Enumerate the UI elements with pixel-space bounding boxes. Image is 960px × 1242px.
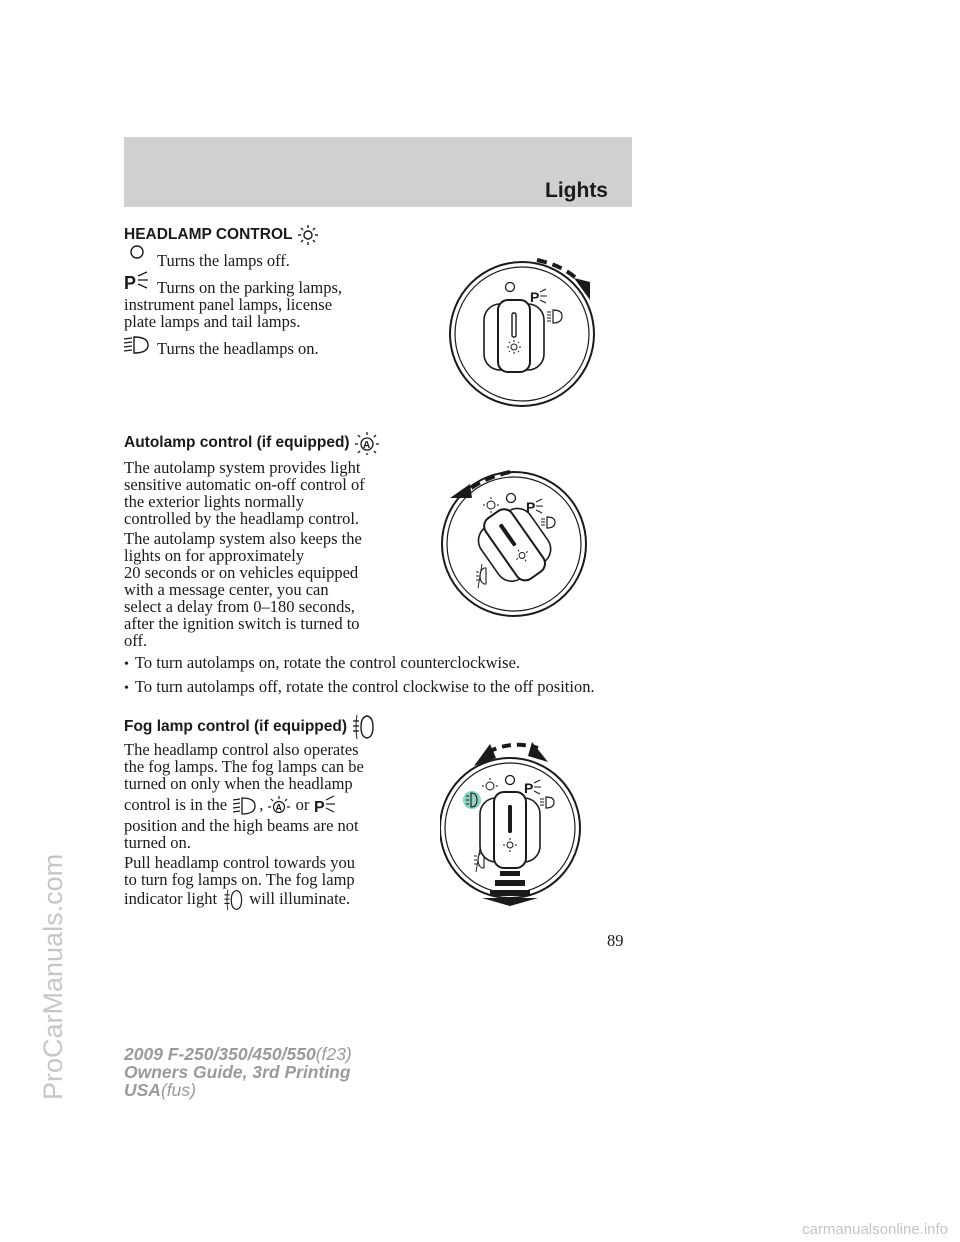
- knob-rotated: [469, 497, 561, 592]
- fog-lamp-icon: [351, 713, 375, 741]
- parking-position-icon: P: [524, 780, 534, 796]
- fog-para1-line1: The headlamp control also operates: [124, 740, 359, 759]
- fog-para3-line1: Pull headlamp control towards you: [124, 853, 355, 872]
- off-description: Turns the lamps off.: [157, 251, 290, 270]
- fog-control-position-line: [124, 795, 339, 817]
- autolamp-para1-line3: the exterior lights normally: [124, 492, 305, 511]
- svg-text:P: P: [314, 799, 326, 816]
- autolamp-bullet-on: [124, 654, 520, 673]
- off-position-icon: [507, 494, 516, 503]
- headlamp-beam-icon: [122, 335, 152, 355]
- inline-autolamp-icon: [267, 795, 291, 817]
- or-word: or: [295, 794, 310, 814]
- inline-headlamp-icon: [231, 795, 259, 817]
- inline-fog-lamp-icon: [221, 888, 245, 912]
- knob-grip: [498, 300, 530, 372]
- autolamp-para2-line6: after the ignition switch is turned to: [124, 614, 360, 633]
- section-header-band: [124, 137, 632, 207]
- pull-indicator-arrow: [482, 871, 538, 906]
- footer-line-1: [124, 1046, 352, 1063]
- autolamp-para1-line2: sensitive automatic on-off control of: [124, 475, 365, 494]
- fog-lamp-heading-text: Fog lamp control (if equipped): [124, 718, 348, 736]
- autolamp-para1-line1: The autolamp system provides light: [124, 458, 361, 477]
- headlamp-control-figure: [440, 252, 610, 412]
- fog-para3-line2: to turn fog lamps on. The fog lamp: [124, 870, 355, 889]
- autolamp-para2-line2: lights on for approximately: [124, 546, 305, 565]
- indicator-suffix: will illuminate.: [249, 888, 351, 908]
- parking-lamp-icon: [123, 271, 153, 295]
- bullet-text: To turn autolamps on, rotate the control counterclockwise.: [134, 653, 521, 672]
- control-prefix: control is in the: [124, 794, 228, 814]
- autolamp-bullet-off: [124, 678, 595, 697]
- footer-model: 2009 F-250/350/450/550: [124, 1044, 316, 1064]
- rotate-arrowhead: [574, 278, 590, 300]
- autolamp-control-figure: [438, 460, 620, 620]
- bullet-dot: •: [124, 681, 129, 696]
- parking-rays: [540, 289, 547, 303]
- bullet-dot: •: [124, 657, 129, 672]
- fog-lamp-heading: [124, 713, 375, 741]
- fog-lamp-position-icon: [476, 564, 486, 588]
- inline-parking-icon: [313, 795, 339, 817]
- footer-market-code: (fus): [160, 1080, 196, 1100]
- headlamp-position-icon: [541, 517, 555, 528]
- autolamp-position-icon: [482, 778, 498, 790]
- fog-position-line2: turned on.: [124, 833, 191, 852]
- autolamp-para2-line3: 20 seconds or on vehicles equipped: [124, 563, 359, 582]
- site-watermark: carmanualsonline.info: [802, 1221, 948, 1238]
- autolamp-heading: [124, 431, 380, 455]
- section-title: Lights: [545, 179, 608, 202]
- autolamp-para1-line4: controlled by the headlamp control.: [124, 509, 360, 528]
- page-number: 89: [607, 931, 624, 950]
- comma: ,: [259, 794, 264, 814]
- parking-line-1: Turns on the parking lamps,: [157, 278, 343, 297]
- fog-para1-line3: turned on only when the headlamp: [124, 774, 353, 793]
- autolamp-heading-text: Autolamp control (if equipped): [124, 434, 350, 452]
- off-position-icon: [506, 776, 515, 785]
- indicator-prefix: indicator light: [124, 888, 218, 908]
- off-position-icon: [506, 283, 515, 292]
- fog-indicator-highlight: [463, 791, 481, 809]
- autolamp-para2-line5: select a delay from 0–180 seconds,: [124, 597, 355, 616]
- parking-line-3: plate lamps and tail lamps.: [124, 312, 301, 331]
- off-circle-icon: [129, 244, 145, 260]
- parking-line-2: instrument panel lamps, license: [124, 295, 333, 314]
- headlamp-control-heading-text: HEADLAMP CONTROL: [124, 226, 293, 244]
- autolamp-position-icon: [483, 497, 499, 513]
- fog-position-line1: position and the high beams are not: [124, 816, 359, 835]
- footer-model-code: (f23): [315, 1044, 352, 1064]
- headlamp-position-icon: [547, 310, 562, 323]
- svg-text:P: P: [124, 273, 137, 293]
- svg-text:A: A: [275, 802, 283, 813]
- headlamp-position-icon: [540, 797, 554, 808]
- autolamp-para2-line7: off.: [124, 631, 148, 650]
- autolamp-para2-line1: The autolamp system also keeps the: [124, 529, 362, 548]
- knob-pointer: [508, 805, 512, 833]
- side-watermark: ProCarManuals.com: [38, 853, 68, 1100]
- headlamp-control-heading: [124, 224, 319, 246]
- headlamps-description: Turns the headlamps on.: [157, 339, 319, 358]
- bullet-text: To turn autolamps off, rotate the control clockwise to the off position.: [134, 677, 595, 696]
- footer-market: USA: [124, 1080, 161, 1100]
- headlamp-sun-icon: [297, 224, 319, 246]
- fog-indicator-line: [124, 888, 350, 912]
- autolamp-para2-line4: with a message center, you can: [124, 580, 329, 599]
- fog-para1-line2: the fog lamps. The fog lamps can be: [124, 757, 364, 776]
- fog-lamp-control-figure: [440, 738, 620, 906]
- footer-line-2: Owners Guide, 3rd Printing: [124, 1062, 351, 1082]
- rotate-right-arrowhead: [528, 742, 548, 762]
- footer-line-3: [124, 1082, 196, 1099]
- svg-text:A: A: [362, 440, 371, 451]
- autolamp-icon: [354, 431, 380, 455]
- parking-position-icon: P: [526, 499, 536, 515]
- parking-position-icon: P: [530, 289, 540, 305]
